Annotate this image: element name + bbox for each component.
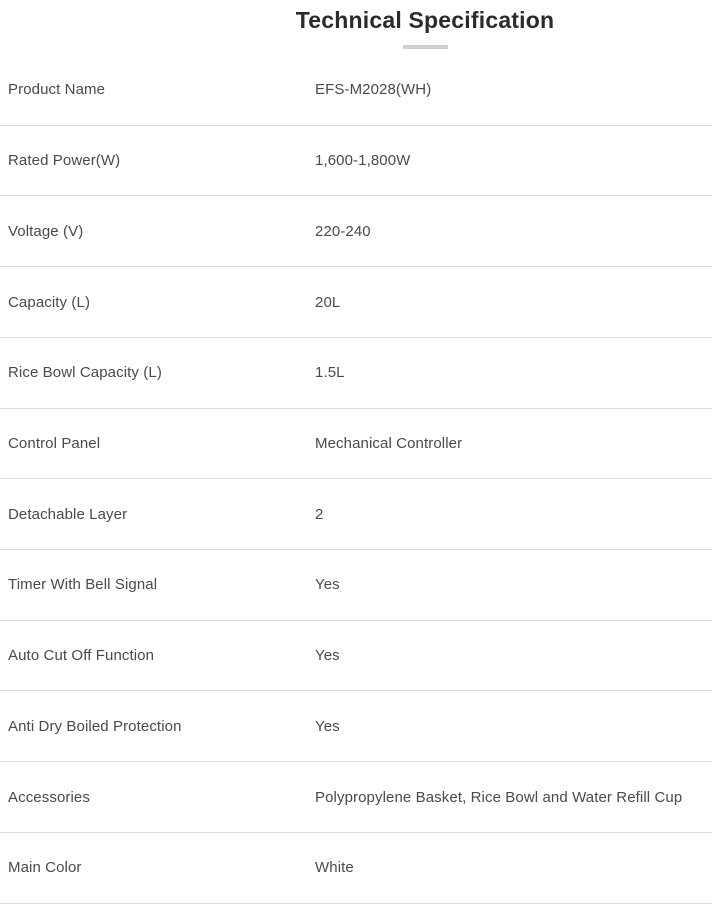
spec-label: Product Name	[8, 81, 106, 99]
spec-label: Capacity (L)	[8, 293, 91, 311]
spec-value: 20L	[315, 293, 341, 311]
spec-value: Yes	[315, 717, 340, 735]
spec-value: Yes	[315, 647, 340, 665]
spec-value: Yes	[315, 576, 340, 594]
spec-label: Rice Bowl Capacity (L)	[8, 364, 162, 382]
spec-row	[0, 550, 712, 621]
spec-row	[0, 267, 712, 338]
spec-value: EFS-M2028(WH)	[315, 81, 432, 99]
spec-label: Voltage (V)	[8, 222, 84, 240]
spec-table	[0, 55, 712, 904]
spec-label: Accessories	[8, 788, 90, 806]
spec-row	[0, 479, 712, 550]
spec-row	[0, 196, 712, 267]
spec-value: 1.5L	[315, 364, 345, 382]
spec-row	[0, 621, 712, 692]
spec-label: Main Color	[8, 859, 82, 877]
page-title: Technical Specification	[295, 7, 555, 33]
spec-row	[0, 55, 712, 126]
spec-row	[0, 338, 712, 409]
title-divider	[403, 45, 448, 49]
spec-value: Mechanical Controller	[315, 434, 463, 452]
spec-label: Auto Cut Off Function	[8, 647, 155, 665]
spec-value: 2	[315, 505, 324, 523]
spec-label: Anti Dry Boiled Protection	[8, 717, 182, 735]
spec-row	[0, 762, 712, 833]
spec-value: 1,600-1,800W	[315, 152, 411, 170]
spec-row	[0, 691, 712, 762]
spec-label: Detachable Layer	[8, 505, 128, 523]
spec-row	[0, 833, 712, 904]
spec-label: Rated Power(W)	[8, 152, 121, 170]
spec-value: White	[315, 859, 354, 877]
spec-value: 220-240	[315, 222, 371, 240]
spec-row	[0, 409, 712, 480]
spec-value: Polypropylene Basket, Rice Bowl and Water Refill Cup	[315, 788, 683, 806]
spec-label: Control Panel	[8, 434, 101, 452]
spec-label: Timer With Bell Signal	[8, 576, 158, 594]
spec-row	[0, 126, 712, 197]
